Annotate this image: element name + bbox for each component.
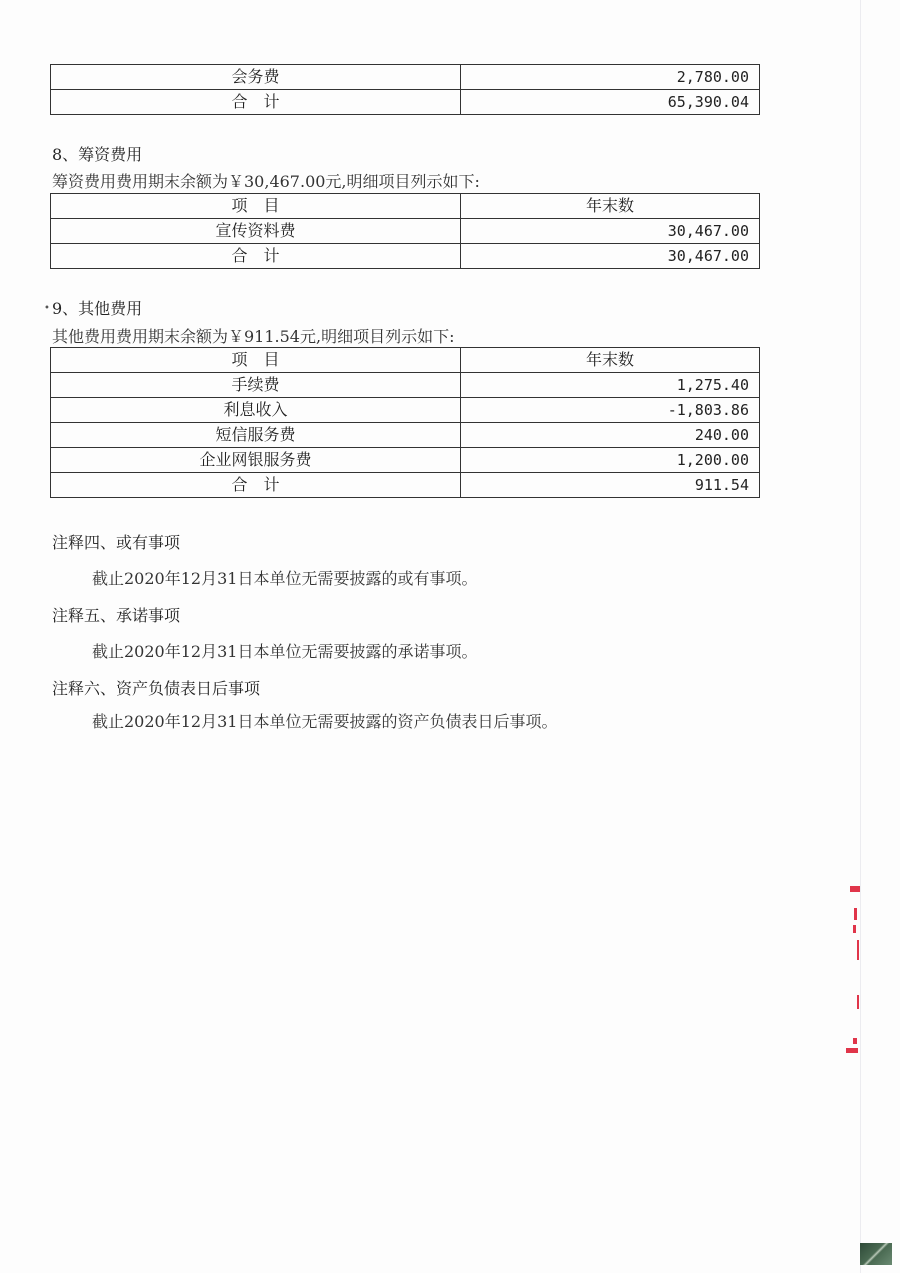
- table-header-row: [51, 348, 760, 373]
- total-value: 30,467.00: [461, 244, 760, 269]
- item-value: 1,275.40: [461, 373, 760, 398]
- total-value: 911.54: [461, 473, 760, 498]
- column-header-year-end: 年末数: [461, 348, 760, 373]
- table-row-total: [51, 473, 760, 498]
- note5-text: 截止2020年12月31日本单位无需要披露的承诺事项。: [92, 642, 478, 661]
- total-value: 65,390.04: [461, 90, 760, 115]
- item-name: 企业网银服务费: [51, 448, 461, 473]
- note5-heading: 注释五、承诺事项: [52, 606, 181, 625]
- item-value: 2,780.00: [461, 65, 760, 90]
- item-value: 240.00: [461, 423, 760, 448]
- item-value: -1,803.86: [461, 398, 760, 423]
- column-header-item: 项 目: [51, 348, 461, 373]
- section8-heading: 8、筹资费用: [52, 145, 143, 164]
- item-name: 宣传资料费: [51, 219, 461, 244]
- table-row: [51, 448, 760, 473]
- item-value: 1,200.00: [461, 448, 760, 473]
- table-row: [51, 373, 760, 398]
- table-row: [51, 65, 760, 90]
- item-name: 手续费: [51, 373, 461, 398]
- item-name: 会务费: [51, 65, 461, 90]
- section9-intro: 其他费用费用期末余额为￥911.54元,明细项目列示如下:: [52, 327, 455, 346]
- item-name: 利息收入: [51, 398, 461, 423]
- table-financing-expenses: [50, 193, 760, 269]
- table-row-total: [51, 244, 760, 269]
- table-meeting-expenses: [50, 64, 760, 115]
- total-label: 合 计: [51, 473, 461, 498]
- table-other-expenses: [50, 347, 760, 498]
- total-label: 合 计: [51, 244, 461, 269]
- column-header-year-end: 年末数: [461, 194, 760, 219]
- table-row: [51, 398, 760, 423]
- table-row: [51, 219, 760, 244]
- binding-tab-mark: [860, 1243, 892, 1265]
- section8-intro: 筹资费用费用期末余额为￥30,467.00元,明细项目列示如下:: [52, 172, 480, 191]
- table-row-total: [51, 90, 760, 115]
- note6-heading: 注释六、资产负债表日后事项: [52, 679, 261, 698]
- item-name: 短信服务费: [51, 423, 461, 448]
- page-edge-divider: [860, 0, 861, 1273]
- item-value: 30,467.00: [461, 219, 760, 244]
- note4-heading: 注释四、或有事项: [52, 533, 181, 552]
- column-header-item: 项 目: [51, 194, 461, 219]
- note4-text: 截止2020年12月31日本单位无需要披露的或有事项。: [92, 569, 478, 588]
- table-header-row: [51, 194, 760, 219]
- scan-speck: •: [44, 303, 50, 314]
- section9-heading: 9、其他费用: [52, 299, 143, 318]
- table-row: [51, 423, 760, 448]
- note6-text: 截止2020年12月31日本单位无需要披露的资产负债表日后事项。: [92, 712, 558, 731]
- total-label: 合 计: [51, 90, 461, 115]
